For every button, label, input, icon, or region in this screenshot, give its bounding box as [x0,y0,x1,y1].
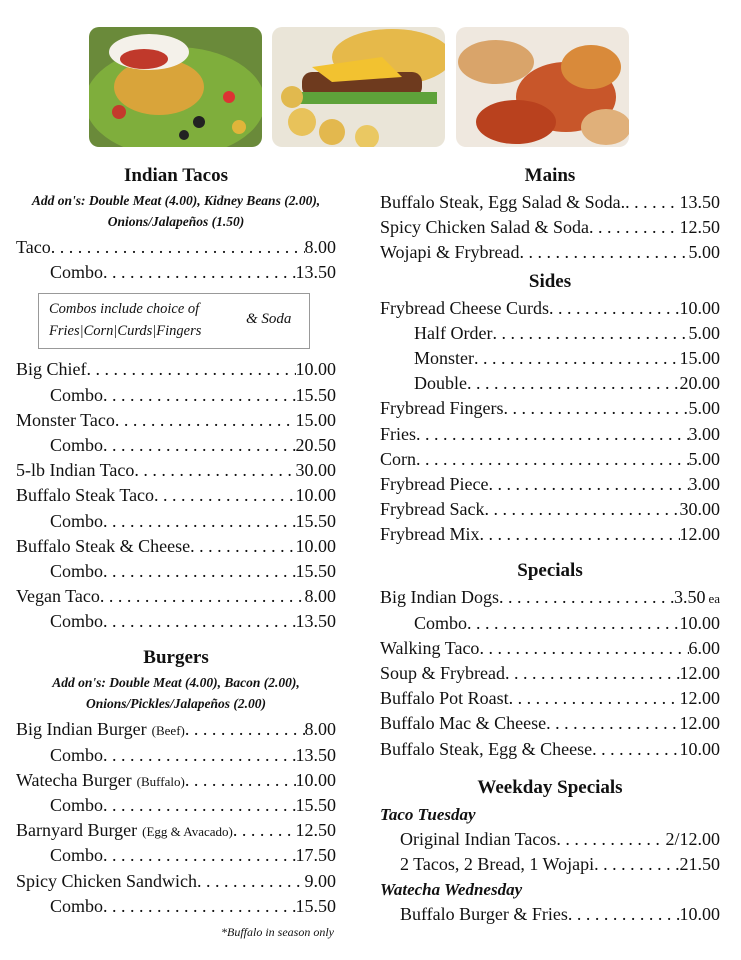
menu-item-row [16,768,336,793]
menu-item-price: 15.50 [295,895,336,916]
menu-item-price: 21.50 [679,853,720,874]
dot-leader [484,497,679,522]
dot-leader [416,447,689,472]
menu-item-row [380,522,720,547]
dot-leader [233,818,296,843]
indian-tacos-heading: Indian Tacos [123,165,229,186]
menu-item-price: 2/12.00 [665,828,720,849]
dot-leader [100,584,305,609]
dot-leader [115,408,296,433]
menu-item-price: 10.00 [679,738,720,759]
dot-leader [197,869,305,894]
menu-item-name: Taco [16,237,51,257]
menu-item-name: Combo [50,744,104,765]
menu-item-row [16,383,336,408]
menu-item-row [16,260,336,285]
menu-item-price: 5.00 [688,242,720,263]
menu-item-name: Combo [50,611,104,632]
menu-item-price: 15.50 [295,560,336,581]
menu-item-row [16,609,336,634]
buffalo-footnote: *Buffalo in season only [221,924,334,939]
menu-item-row [380,585,720,610]
dot-leader [103,383,295,408]
dot-leader [625,190,679,215]
menu-item-name: Monster Taco [16,409,115,430]
dot-leader [492,321,688,346]
menu-item-row [380,472,720,497]
menu-item-name: Corn [380,448,416,469]
combo-note-box: Combos include choice of Fries|Corn|Curds|Fingers & Soda [38,293,310,349]
menu-item-row [16,743,336,768]
dot-leader [103,559,295,584]
dot-leader [103,260,295,285]
menu-item-row [380,346,720,371]
weekday-specials-heading: Weekday Specials [477,776,623,798]
menu-item-price: 5.00 [688,448,720,469]
dot-leader [505,661,680,686]
menu-item-price: 10.00 [295,769,336,790]
watecha-wednesday-heading: Watecha Wednesday [380,880,523,900]
menu-item-name: Combo [50,560,104,581]
menu-item-price: 13.50 [295,611,336,632]
indian-tacos-list-a [16,235,336,285]
sides-list [380,296,720,548]
menu-item-price: 8.00 [304,719,336,740]
menu-item-row [16,717,336,742]
menu-item-row [16,843,336,868]
menu-item-row [400,902,720,927]
menu-item-name: 2 Tacos, 2 Bread, 1 Wojapi [400,853,595,874]
burgers-list [16,717,336,919]
dot-leader [87,357,296,382]
dot-leader [520,240,689,265]
menu-item-price: 20.50 [295,434,336,455]
menu-item-row [380,396,720,421]
menu-item-name: Combo [50,384,104,405]
menu-item-row [380,497,720,522]
menu-item-unit: ea [708,591,720,607]
menu-item-price: 15.00 [295,409,336,430]
menu-item-price: 10.00 [295,535,336,556]
left-column [16,162,336,940]
mains-heading: Mains [524,165,576,186]
menu-item-price: 12.00 [679,688,720,709]
menu-item-price: 3.00 [688,473,720,494]
menu-item-name: 5-lb Indian Taco [16,460,135,481]
dot-leader [416,422,689,447]
dot-leader [467,371,680,396]
menu-item-row [380,215,720,240]
menu-item-name: Buffalo Mac & Cheese [380,713,547,734]
dot-leader [499,585,674,610]
dot-leader [467,611,679,636]
menu-item-price: 13.50 [679,192,720,212]
menu-item-price: 12.00 [679,663,720,683]
menu-item-row [16,357,336,382]
menu-item-price: 15.50 [295,384,336,405]
menu-item-row [16,559,336,584]
menu-item-row [380,686,720,711]
menu-item-row [380,321,720,346]
menu-item-row [380,190,720,215]
menu-item-row [380,611,720,636]
taco-salad-photo [89,27,262,147]
menu-item-name: Combo [50,510,104,531]
menu-item-name: Combo [50,262,104,283]
menu-item-name: Spicy Chicken Salad & Soda [380,217,589,238]
menu-item-name: Big Indian Dogs [380,587,499,608]
menu-item-row [16,818,336,843]
menu-item-row [16,483,336,508]
menu-item-name: Double [414,373,467,394]
menu-item-name: Combo [50,895,104,916]
menu-item-price: 10.00 [295,485,336,506]
menu-item-row [380,737,720,762]
menu-item-name: Monster [414,347,474,368]
menu-item-name: Barnyard Burger [16,820,138,841]
menu-item-row [16,408,336,433]
dot-leader [154,483,295,508]
right-column [380,162,720,927]
menu-item-row [380,240,720,265]
watecha-wednesday-list [380,902,720,927]
menu-item-name: Spicy Chicken Sandwich [16,870,197,891]
menu-item-price: 3.50 [673,587,706,608]
menu-item-name: Wojapi & Frybread [380,242,520,263]
menu-item-name: Combo [50,434,104,455]
menu-item-name: Frybread Cheese Curds [380,297,549,318]
menu-item-name: Vegan Taco [16,586,100,607]
mains-list [380,190,720,266]
menu-item-name: Buffalo Steak & Cheese [16,535,191,556]
menu-item-row [400,827,720,852]
burger-photo [272,27,445,147]
menu-item-price: 30.00 [679,499,720,520]
burgers-addons: Add on's: Double Meat (4.00), Bacon (2.00), Onions/Pickles/Jalapeños (2.00) [52,675,300,712]
dot-leader [509,686,680,711]
menu-item-row [380,661,720,686]
menu-item-price: 3.00 [688,423,720,444]
menu-item-name: Big Chief [16,359,87,380]
menu-item-price: 12.50 [295,820,336,841]
dot-leader [103,843,295,868]
dot-leader [190,534,295,559]
menu-item-row [16,534,336,559]
dot-leader [594,852,679,877]
menu-item-price: 12.00 [679,713,720,734]
menu-item-row [16,433,336,458]
menu-item-row [380,422,720,447]
menu-item-note: (Egg & Avacado) [142,824,233,840]
menu-item-name: Combo [50,795,104,815]
specials-list [380,585,720,761]
taco-tuesday-list [380,827,720,877]
menu-item-row [16,584,336,609]
menu-item-row [380,636,720,661]
menu-item-price: 20.00 [679,373,720,394]
menu-item-price: 9.00 [304,870,336,891]
menu-item-name: Watecha Burger [16,769,132,790]
menu-item-row [16,509,336,534]
dot-leader [51,235,305,260]
menu-item-name: Fries [380,423,416,444]
menu-item-row [16,869,336,894]
menu-item-name: Frybread Sack [380,499,485,520]
dot-leader [103,793,295,818]
dot-leader [503,396,688,421]
menu-item-price: 6.00 [688,637,720,658]
menu-item-price: 10.00 [295,359,336,380]
chicken-wings-photo [456,27,629,147]
menu-item-price: 10.00 [679,612,720,633]
dot-leader [549,296,680,321]
menu-item-price: 13.50 [295,262,336,283]
menu-item-price: 8.00 [304,237,336,257]
menu-item-price: 10.00 [679,297,720,318]
dot-leader [479,636,688,661]
menu-item-name: Original Indian Tacos [400,828,557,849]
menu-item-row [380,711,720,736]
menu-item-name: Big Indian Burger [16,719,147,740]
taco-tuesday-heading: Taco Tuesday [380,804,476,824]
dot-leader [546,711,679,736]
menu-item-row [16,458,336,483]
menu-item-row [400,852,720,877]
dot-leader [185,768,296,793]
menu-item-name: Soup & Frybread [380,663,505,683]
dot-leader [592,737,679,762]
dot-leader [474,346,680,371]
menu-item-name: Buffalo Steak, Egg & Cheese [380,738,593,759]
menu-item-row [16,235,336,260]
dot-leader [103,609,295,634]
menu-item-name: Combo [414,612,468,633]
menu-item-price: 15.50 [295,510,336,531]
menu-item-name: Frybread Mix [380,524,480,545]
dot-leader [185,717,305,742]
burgers-heading: Burgers [143,647,209,669]
menu-item-price: 15.00 [679,347,720,368]
menu-item-price: 30.00 [295,460,336,481]
dot-leader [479,522,679,547]
menu-item-price: 10.00 [679,904,720,925]
dot-leader [134,458,295,483]
dot-leader [488,472,688,497]
dot-leader [556,827,665,852]
menu-item-name: Half Order [414,322,493,343]
menu-item-price: 5.00 [688,322,720,343]
menu-item-name: Frybread Piece [380,473,489,494]
indian-tacos-addons: Add on's: Double Meat (4.00), Kidney Beans (2.00), Onions/Jalapeños (1.50) [31,193,321,229]
menu-item-price: 13.50 [295,744,336,765]
menu-item-price: 17.50 [295,845,336,866]
dot-leader [103,894,295,919]
menu-item-note: (Beef) [151,723,185,739]
menu-item-price: 12.50 [679,217,720,238]
dot-leader [103,433,295,458]
menu-item-row [380,371,720,396]
menu-item-row [16,793,336,818]
menu-item-price: 15.50 [295,795,336,815]
menu-item-price: 12.00 [679,524,720,545]
dot-leader [103,509,295,534]
menu-item-note: (Buffalo) [136,773,185,789]
menu-item-name: Frybread Fingers [380,398,504,419]
indian-tacos-list-b [16,357,336,634]
menu-item-name: Buffalo Pot Roast [380,688,509,709]
menu-item-name: Walking Taco [380,637,480,658]
dot-leader [103,743,295,768]
menu-item-name: Buffalo Steak Taco [16,485,155,506]
specials-heading: Specials [517,560,583,582]
menu-item-name: Combo [50,845,104,866]
sides-heading: Sides [528,270,572,292]
menu-item-name: Buffalo Steak, Egg Salad & Soda. [380,192,626,212]
dot-leader [568,902,680,927]
dot-leader [589,215,680,240]
menu-item-row [16,894,336,919]
menu-item-price: 8.00 [304,586,336,607]
menu-item-name: Buffalo Burger & Fries [400,904,568,925]
menu-item-row [380,296,720,321]
menu-item-price: 5.00 [688,398,720,419]
menu-item-row [380,447,720,472]
